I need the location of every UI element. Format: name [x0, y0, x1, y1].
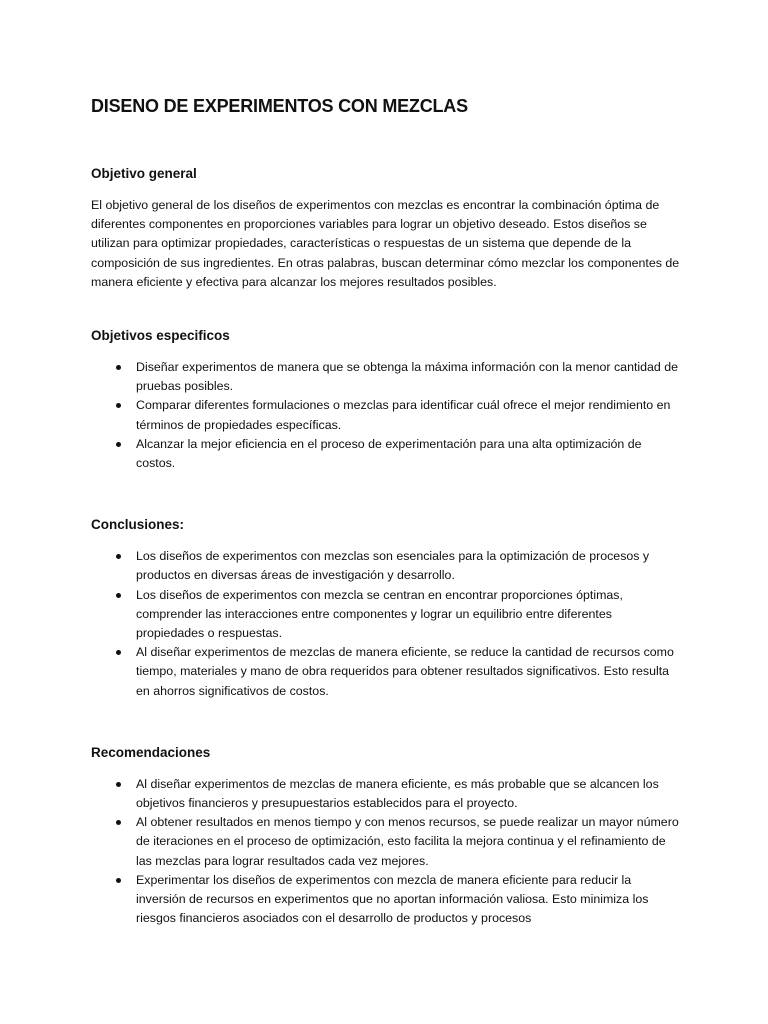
bullet-list [91, 775, 681, 929]
list-item-text: Los diseños de experimentos con mezclas son esenciales para la optimización de procesos y productos en diversas áreas de investigación y desarrollo. [136, 549, 650, 583]
bullet-icon [116, 403, 121, 408]
list-item [91, 435, 681, 473]
section-objetivos-especificos [91, 326, 681, 473]
list-item [91, 813, 681, 871]
list-item-text: Al diseñar experimentos de mezclas de manera eficiente, es más probable que se alcancen los objetivos financieros y presupuestarios establecidos para el proyecto. [136, 776, 659, 811]
list-item [91, 547, 681, 585]
section-heading: Objetivo general [91, 166, 197, 181]
list-item [91, 643, 681, 701]
section-recomendaciones [91, 743, 681, 929]
list-item-text: Alcanzar la mejor eficiencia en el proceso de experimentación para una alta optimización de costos. [136, 436, 642, 471]
bullet-icon [116, 593, 121, 598]
list-item-text: Al diseñar experimentos de mezclas de manera eficiente, se reduce la cantidad de recursos como tiempo, materiales y mano de obra requeridos para obtener resultados significativos. Esto resulta en ahorros significativos de costos. [136, 645, 674, 698]
list-item [91, 775, 681, 813]
list-item [91, 871, 681, 929]
bullet-list [91, 547, 681, 701]
section-conclusiones [91, 515, 681, 701]
list-item-text: Al obtener resultados en menos tiempo y con menos recursos, se puede realizar un mayor número de iteraciones en el proceso de optimización, esto facilita la mejora continua y el refinamiento de las mezclas para lograr resultados cada vez mejores. [136, 815, 679, 868]
section-heading: Conclusiones: [91, 517, 185, 533]
bullet-icon [116, 782, 121, 787]
bullet-icon [116, 650, 121, 655]
list-item [91, 396, 681, 434]
bullet-icon [116, 878, 121, 883]
list-item [91, 586, 681, 644]
bullet-list [91, 358, 681, 473]
section-heading: Recomendaciones [91, 744, 211, 760]
bullet-icon [116, 820, 121, 825]
list-item [91, 358, 681, 396]
section-objetivo-general [91, 164, 681, 292]
document-title: DISENO DE EXPERIMENTOS CON MEZCLAS [91, 96, 468, 116]
section-heading: Objetivos especificos [91, 328, 230, 344]
list-item-text: Los diseños de experimentos con mezcla se centran en encontrar proporciones óptimas, comprender las interacciones entre componentes y lograr un equilibrio entre diferentes propiedades o respuestas. [136, 587, 623, 641]
bullet-icon [116, 554, 121, 559]
bullet-icon [116, 365, 121, 370]
bullet-icon [116, 442, 121, 447]
section-paragraph: El objetivo general de los diseños de experimentos con mezclas es encontrar la combinación óptima de diferentes componentes en proporciones variables para lograr un objetivo deseado. Estos diseños se utilizan para optimizar propiedades, características o respuestas de un sistema que depende de la composición de sus ingredientes. En otras palabras, buscan determinar cómo mezclar los componentes de manera eficiente y efectiva para alcanzar los mejores resultados posibles. [91, 198, 680, 289]
list-item-text: Diseñar experimentos de manera que se obtenga la máxima información con la menor cantidad de pruebas posibles. [136, 360, 679, 394]
document-content [91, 92, 681, 928]
list-item-text: Comparar diferentes formulaciones o mezclas para identificar cuál ofrece el mejor rendimiento en términos de propiedades específicas. [136, 398, 671, 432]
list-item-text: Experimentar los diseños de experimentos con mezcla de manera eficiente para reducir la inversión de recursos en experimentos que no aportan información valiosa. Esto minimiza los riesgos financieros asociados con el desarrollo de productos y procesos [136, 872, 649, 926]
